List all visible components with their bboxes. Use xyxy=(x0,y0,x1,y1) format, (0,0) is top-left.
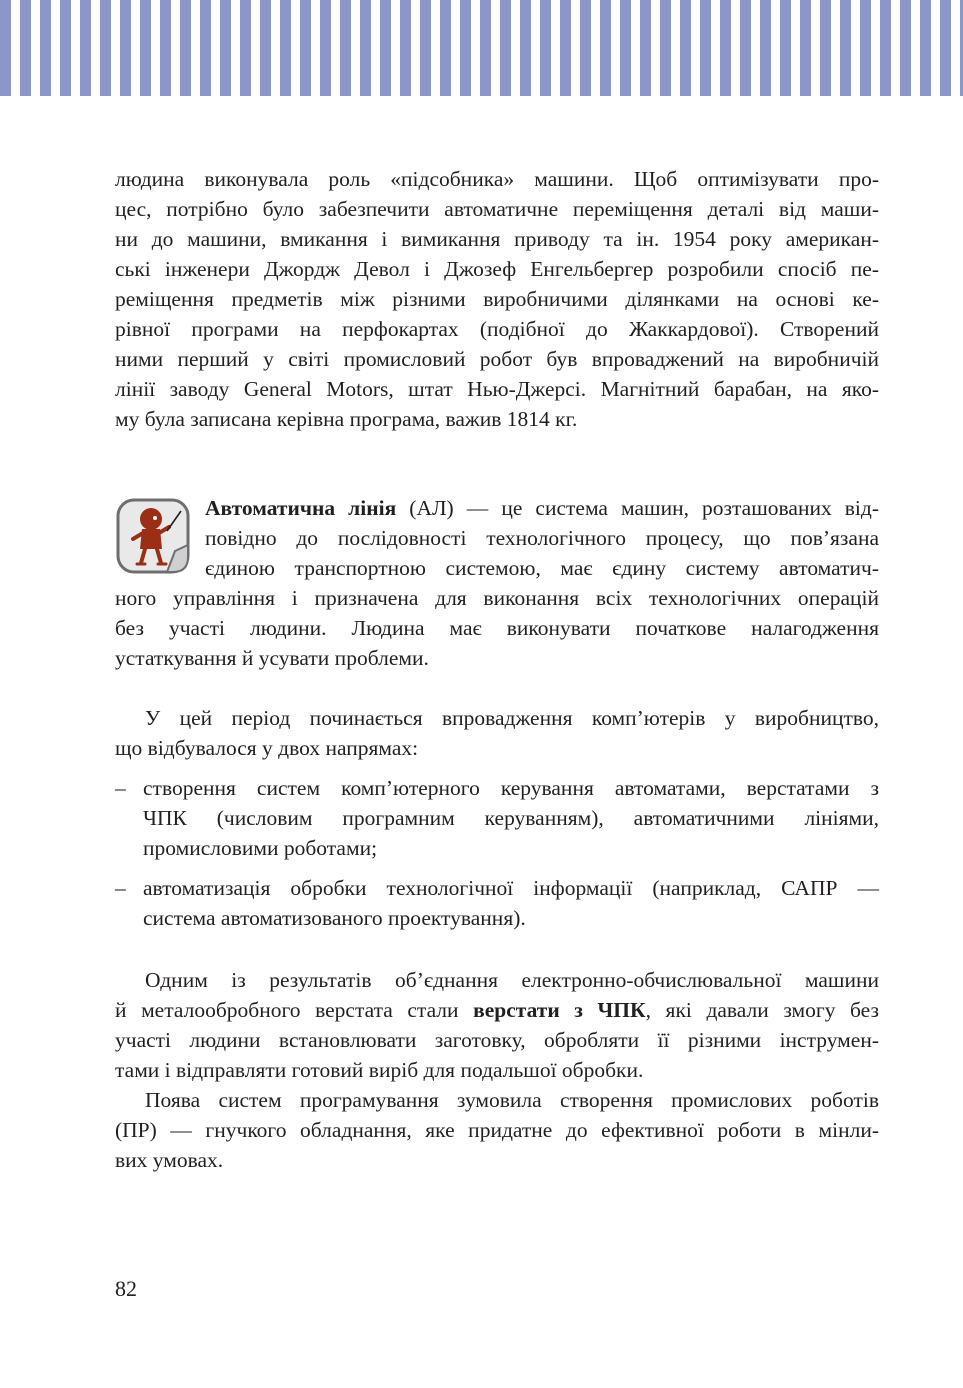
paragraph-computers xyxy=(115,703,879,763)
list-item xyxy=(115,773,879,863)
paragraph-cnc xyxy=(115,965,879,1085)
definition-term: Автоматична лінія xyxy=(205,496,397,520)
text-line: устаткування й усувати проблеми. xyxy=(115,646,429,670)
text-line: повідно до послідовності технологічного процесу, що пов’язана xyxy=(205,526,879,550)
text-line: тами і відправляти готовий виріб для подальшої обробки. xyxy=(115,1058,644,1082)
text-line: ними перший у світі промисловий робот був впроваджений на виробничій xyxy=(115,347,879,371)
robot-pointer-icon xyxy=(115,497,191,575)
text-line: що відбувалося у двох напрямах: xyxy=(115,736,419,760)
text-line: Поява систем програмування зумовила створення промислових роботів xyxy=(145,1088,879,1112)
text-line: рівної програми на перфокартах (подібної до Жаккардової). Створений xyxy=(115,317,879,341)
paragraph-robots xyxy=(115,1085,879,1175)
text-line: цес, потрібно було забезпечити автоматичне переміщення деталі від маши- xyxy=(115,197,879,221)
text-line: лінії заводу General Motors, штат Нью-Джерсі. Магнітний барабан, на яко- xyxy=(115,377,879,401)
text-line: вих умовах. xyxy=(115,1148,224,1172)
text-fragment: й металообробного верстата стали xyxy=(115,998,474,1022)
page-number: 82 xyxy=(115,1276,137,1301)
text-line-with-term xyxy=(115,995,879,1025)
text-line: автоматизація обробки технологічної інформації (наприклад, САПР — xyxy=(143,876,879,900)
text-fragment: , які давали змогу без xyxy=(645,998,879,1022)
text-line: система автоматизованого проектування). xyxy=(143,906,526,930)
text-line: (ПР) — гнучкого обладнання, яке придатне до ефективної роботи в мінли- xyxy=(115,1118,879,1142)
text-line: створення систем комп’ютерного керування автоматами, верстатами з xyxy=(143,776,879,800)
cnc-term: верстати з ЧПК xyxy=(473,998,646,1022)
header-stripes xyxy=(0,0,963,96)
definition-first-line xyxy=(115,493,879,523)
text-line: реміщення предметів між різними виробничими ділянками на основі ке- xyxy=(115,287,879,311)
text-line: Одним із результатів об’єднання електронно-обчислювальної машини xyxy=(145,968,879,992)
text-line: промисловими роботами; xyxy=(143,836,378,860)
text-line: ни до машини, вмикання і вимикання приводу та ін. 1954 року американ- xyxy=(115,227,879,251)
bullet-dash: – xyxy=(115,776,126,800)
bullet-dash: – xyxy=(115,876,126,900)
text-line: ські інженери Джордж Девол і Джозеф Енгельбергер розробили спосіб пе- xyxy=(115,257,879,281)
text-line: без участі людини. Людина має виконувати початкове налагодження xyxy=(115,616,879,640)
text-line: ного управління і призначена для виконання всіх технологічних операцій xyxy=(115,586,879,610)
text-line: У цей період починається впровадження комп’ютерів у виробництво, xyxy=(145,706,879,730)
text-line: людина виконувала роль «підсобника» машини. Щоб оптимізувати про- xyxy=(115,167,879,191)
definition-first-line-rest: (АЛ) — це система машин, розташованих від- xyxy=(396,496,879,520)
text-line: ЧПК (числовим програмним керуванням), автоматичними лініями, xyxy=(143,806,879,830)
list-item xyxy=(115,873,879,933)
bullet-list xyxy=(115,773,879,943)
text-line: участі людини встановлювати заготовку, обробляти її різними інструмен- xyxy=(115,1028,879,1052)
text-line: єдиною транспортною системою, має єдину систему автоматич- xyxy=(205,556,879,580)
text-line: му була записана керівна програма, важив 1814 кг. xyxy=(115,407,578,431)
paragraph-intro xyxy=(115,164,879,434)
definition-block xyxy=(115,493,879,673)
